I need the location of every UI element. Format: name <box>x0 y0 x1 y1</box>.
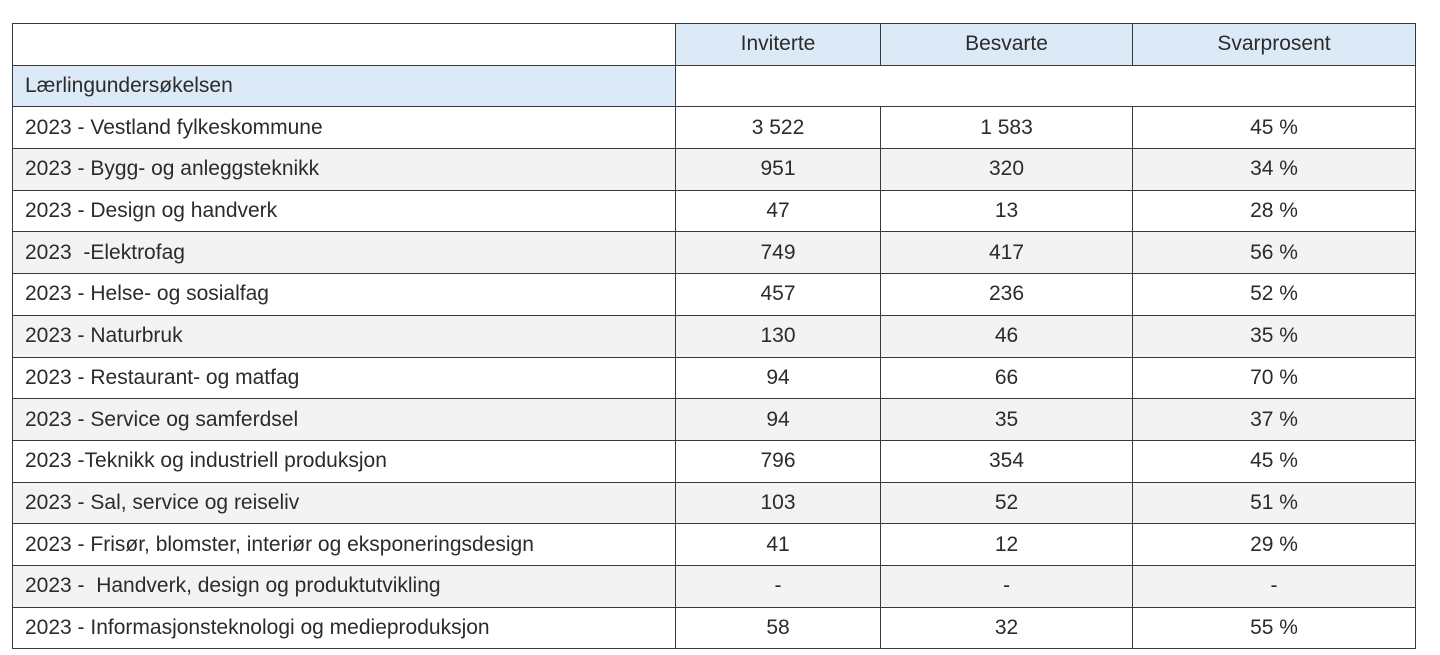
cell-inviterte: 103 <box>676 482 881 524</box>
row-label: 2023 -Elektrofag <box>13 232 676 274</box>
section-row <box>13 65 1416 107</box>
cell-inviterte: 130 <box>676 315 881 357</box>
cell-inviterte: 3 522 <box>676 107 881 149</box>
header-svarprosent: Svarprosent <box>1133 24 1416 66</box>
cell-inviterte: 796 <box>676 440 881 482</box>
survey-response-table <box>12 23 1416 649</box>
cell-svarprosent: 56 % <box>1133 232 1416 274</box>
row-label: 2023 - Sal, service og reiseliv <box>13 482 676 524</box>
cell-inviterte: 41 <box>676 524 881 566</box>
table-row <box>13 440 1416 482</box>
row-label: 2023 - Design og handverk <box>13 190 676 232</box>
cell-besvarte: 12 <box>881 524 1133 566</box>
table-row <box>13 482 1416 524</box>
cell-besvarte: - <box>881 565 1133 607</box>
table-row <box>13 357 1416 399</box>
cell-svarprosent: 45 % <box>1133 107 1416 149</box>
cell-inviterte: 94 <box>676 399 881 441</box>
cell-besvarte: 35 <box>881 399 1133 441</box>
table-row <box>13 524 1416 566</box>
row-label: 2023 - Service og samferdsel <box>13 399 676 441</box>
survey-table-container <box>12 23 1416 649</box>
table-row <box>13 565 1416 607</box>
cell-svarprosent: 70 % <box>1133 357 1416 399</box>
cell-besvarte: 66 <box>881 357 1133 399</box>
row-label: 2023 -Teknikk og industriell produksjon <box>13 440 676 482</box>
table-row <box>13 274 1416 316</box>
header-blank-cell <box>13 24 676 66</box>
cell-inviterte: 457 <box>676 274 881 316</box>
section-title: Lærlingundersøkelsen <box>13 65 676 107</box>
cell-besvarte: 417 <box>881 232 1133 274</box>
cell-inviterte: 47 <box>676 190 881 232</box>
cell-svarprosent: - <box>1133 565 1416 607</box>
cell-besvarte: 354 <box>881 440 1133 482</box>
cell-inviterte: - <box>676 565 881 607</box>
cell-besvarte: 320 <box>881 149 1133 191</box>
table-row <box>13 399 1416 441</box>
header-row <box>13 24 1416 66</box>
table-row <box>13 149 1416 191</box>
cell-svarprosent: 28 % <box>1133 190 1416 232</box>
cell-svarprosent: 29 % <box>1133 524 1416 566</box>
cell-besvarte: 52 <box>881 482 1133 524</box>
table-row <box>13 232 1416 274</box>
cell-besvarte: 13 <box>881 190 1133 232</box>
table-row <box>13 607 1416 649</box>
row-label: 2023 - Vestland fylkeskommune <box>13 107 676 149</box>
table-row <box>13 107 1416 149</box>
header-inviterte: Inviterte <box>676 24 881 66</box>
section-empty-cell <box>881 65 1133 107</box>
cell-inviterte: 951 <box>676 149 881 191</box>
cell-svarprosent: 45 % <box>1133 440 1416 482</box>
cell-inviterte: 94 <box>676 357 881 399</box>
row-label: 2023 - Bygg- og anleggsteknikk <box>13 149 676 191</box>
row-label: 2023 - Handverk, design og produktutvikling <box>13 565 676 607</box>
row-label: 2023 - Helse- og sosialfag <box>13 274 676 316</box>
row-label: 2023 - Restaurant- og matfag <box>13 357 676 399</box>
cell-svarprosent: 34 % <box>1133 149 1416 191</box>
cell-inviterte: 58 <box>676 607 881 649</box>
row-label: 2023 - Frisør, blomster, interiør og eksponeringsdesign <box>13 524 676 566</box>
cell-besvarte: 1 583 <box>881 107 1133 149</box>
table-row <box>13 315 1416 357</box>
cell-besvarte: 46 <box>881 315 1133 357</box>
cell-inviterte: 749 <box>676 232 881 274</box>
section-empty-cell <box>1133 65 1416 107</box>
cell-besvarte: 32 <box>881 607 1133 649</box>
header-besvarte: Besvarte <box>881 24 1133 66</box>
cell-svarprosent: 35 % <box>1133 315 1416 357</box>
row-label: 2023 - Naturbruk <box>13 315 676 357</box>
cell-svarprosent: 55 % <box>1133 607 1416 649</box>
row-label: 2023 - Informasjonsteknologi og medieproduksjon <box>13 607 676 649</box>
cell-svarprosent: 37 % <box>1133 399 1416 441</box>
cell-svarprosent: 52 % <box>1133 274 1416 316</box>
cell-svarprosent: 51 % <box>1133 482 1416 524</box>
table-row <box>13 190 1416 232</box>
cell-besvarte: 236 <box>881 274 1133 316</box>
section-empty-cell <box>676 65 881 107</box>
